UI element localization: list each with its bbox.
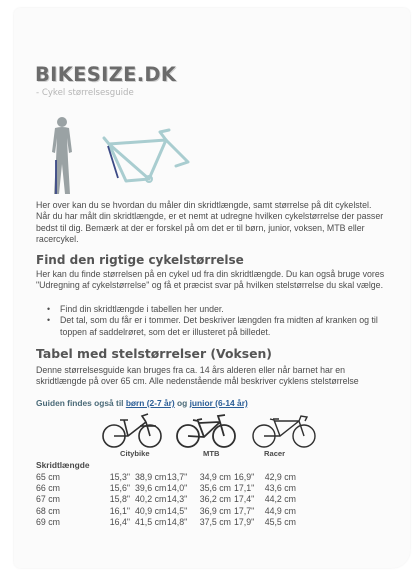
list-item: • Find din skridtlængde i tabellen her under. <box>46 304 381 315</box>
find-size-paragraph: Her kan du finde størrelsen på en cykel ud fra din skridtlængde. Du kan også bruge vores "Udregning af cykelstørrelse" og få et præcist svar på hvilken stelstørrelse du skal vælge. <box>36 269 385 291</box>
cell-racer-cm: 45,5 cm <box>264 516 296 527</box>
table-row <box>36 516 327 527</box>
cell-racer-inch: 17,9" <box>234 516 255 527</box>
cell-inseam: 65 cm <box>36 471 60 482</box>
cell-mtb-inch: 13,7" <box>167 471 188 482</box>
header-inseam: Skridtlængde <box>36 459 90 470</box>
site-tagline: - Cykel størrelsesguide <box>36 88 134 98</box>
site-logo[interactable]: BIKESIZE.DK <box>35 63 177 86</box>
cell-city-inch: 15,3" <box>109 471 130 482</box>
cell-racer-inch: 17,4" <box>234 494 255 505</box>
table-row <box>36 482 327 493</box>
racer-bike-icon <box>253 416 315 447</box>
mtb-bike-icon <box>177 415 235 447</box>
city-bike-icon <box>103 414 161 447</box>
size-table-paragraph: Denne størrelsesguide kan bruges fra ca. 14 års alderen eller når barnet har en skridtlængde på over 65 cm. Alle nedenstående mål beskriver cyklens stelstørrelse <box>36 365 359 387</box>
other-guides-prefix: Guiden findes også til <box>36 398 126 408</box>
cell-mtb-cm: 36,2 cm <box>199 494 231 505</box>
cell-city-inch: 16,4" <box>109 516 130 527</box>
cell-racer-inch: 17,7" <box>234 505 255 516</box>
cell-mtb-inch: 14,3" <box>167 494 188 505</box>
cell-racer-inch: 17,1" <box>234 482 255 493</box>
intro-paragraph: Her over kan du se hvordan du måler din skridtlængde, samt størrelse på dit cykelstel. Når du har målt din skridtlængde, er et nemt at udregne hvilken cykelstørrelse der passer bedst til dig. Bemærk at der er forskel på om det er til børn, junior, voksen, MTB eller racercykel. <box>36 200 384 244</box>
table-row <box>36 505 327 516</box>
cell-city-inch: 16,1" <box>109 505 130 516</box>
person-silhouette-icon <box>52 117 72 194</box>
cell-mtb-inch: 14,5" <box>167 505 188 516</box>
cell-racer-cm: 43,6 cm <box>264 482 296 493</box>
cell-mtb-cm: 35,6 cm <box>199 482 231 493</box>
frame-size-table <box>36 458 327 527</box>
section-heading-size-table: Tabel med stelstørrelser (Voksen) <box>36 346 272 361</box>
cell-city-cm: 40,9 cm <box>135 505 167 516</box>
other-guides-mid: og <box>174 398 190 408</box>
link-junior-guide[interactable]: junior (6-14 år) <box>189 398 248 408</box>
cell-mtb-inch: 14,0" <box>167 482 188 493</box>
cell-racer-cm: 42,9 cm <box>264 471 296 482</box>
cell-mtb-cm: 36,9 cm <box>199 505 231 516</box>
cell-mtb-cm: 37,5 cm <box>199 516 231 527</box>
cell-inseam: 68 cm <box>36 505 60 516</box>
table-row <box>36 494 327 505</box>
cell-mtb-inch: 14,8" <box>167 516 188 527</box>
category-citybike: Citybike <box>120 449 150 458</box>
cell-inseam: 69 cm <box>36 516 60 527</box>
cell-city-cm: 39,6 cm <box>135 482 167 493</box>
section-heading-find-size: Find den rigtige cykelstørrelse <box>36 253 244 267</box>
cell-city-cm: 40,2 cm <box>135 494 167 505</box>
cell-racer-inch: 16,9" <box>234 471 255 482</box>
instruction-list <box>46 304 381 338</box>
cell-city-inch: 15,8" <box>109 494 130 505</box>
cell-inseam: 66 cm <box>36 482 60 493</box>
table-header-row <box>36 458 327 471</box>
cell-city-inch: 15,6" <box>109 482 130 493</box>
cell-racer-cm: 44,2 cm <box>264 494 296 505</box>
cell-racer-cm: 44,9 cm <box>264 505 296 516</box>
list-item: • Det tal, som du får er i tommer. Det beskriver længden fra midten af kranken og til toppen af saddelrøret, som det er illusteret på billedet. <box>46 315 381 338</box>
other-guides-line <box>36 398 248 408</box>
cell-mtb-cm: 34,9 cm <box>199 471 231 482</box>
table-row <box>36 471 327 482</box>
bike-types-illustration <box>100 410 390 450</box>
cell-city-cm: 41,5 cm <box>135 516 167 527</box>
link-kids-guide[interactable]: børn (2-7 år) <box>125 398 175 408</box>
category-mtb: MTB <box>203 449 220 458</box>
cell-city-cm: 38,9 cm <box>135 471 167 482</box>
cell-inseam: 67 cm <box>36 494 60 505</box>
category-racer: Racer <box>264 449 286 458</box>
measurement-illustration <box>30 108 230 198</box>
